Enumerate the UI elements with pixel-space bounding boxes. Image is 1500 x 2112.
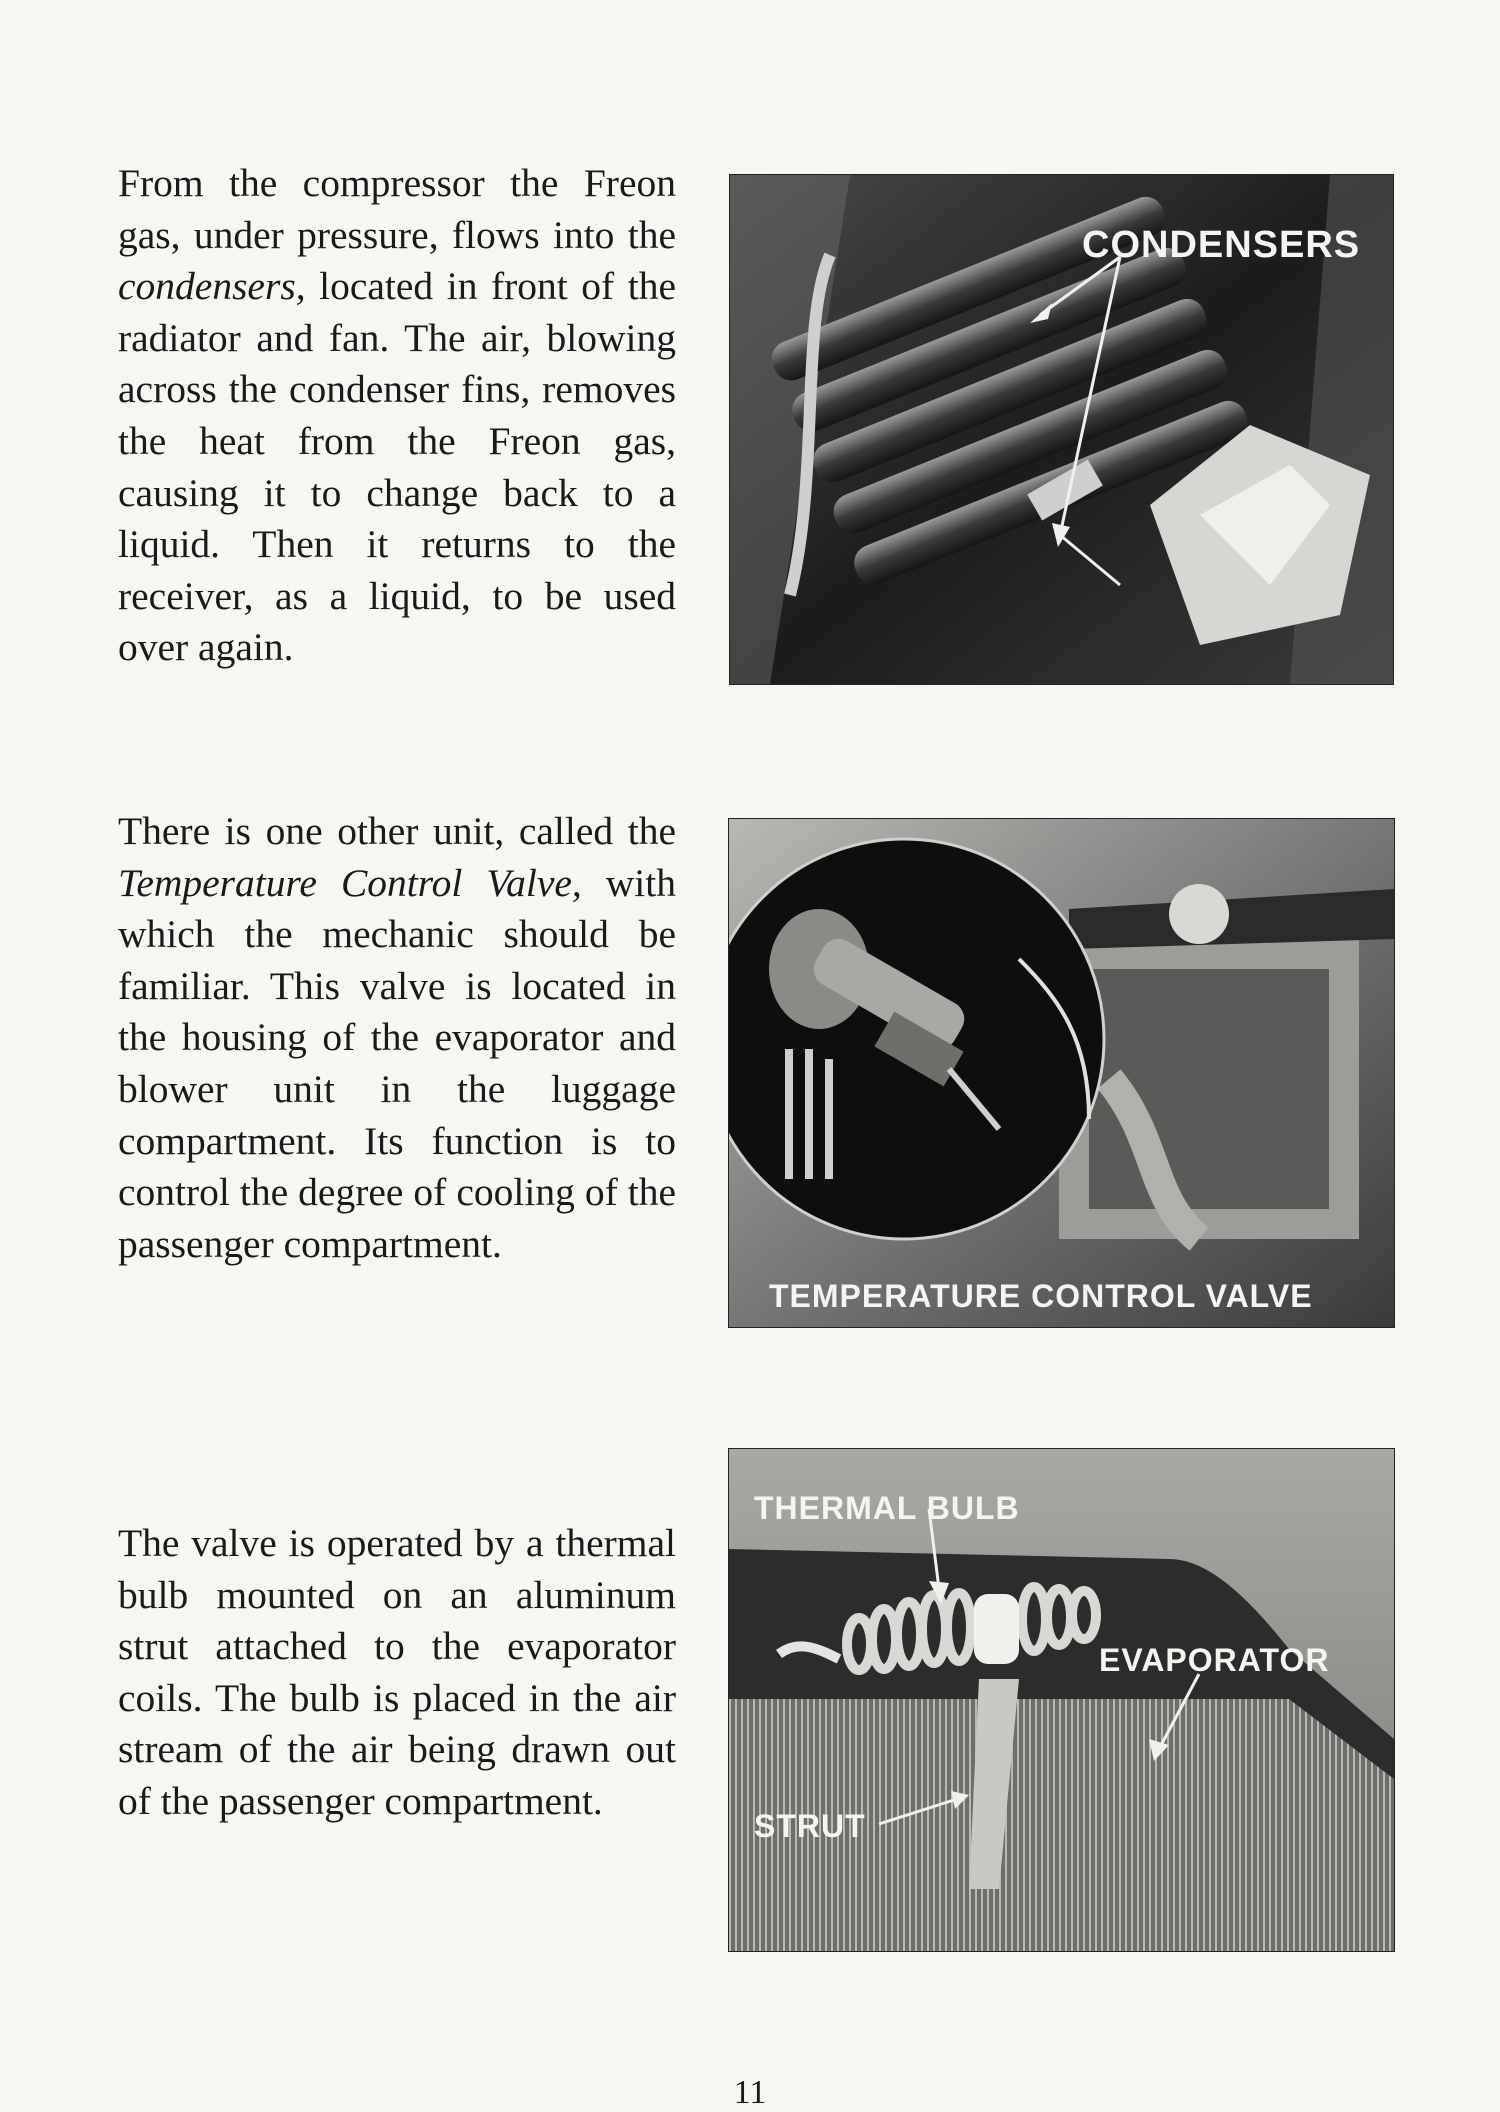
- term-condensers: condensers,: [118, 264, 306, 309]
- label-thermal-bulb: THERMAL BULB: [754, 1490, 1020, 1526]
- paragraph-condensers-text-end: located in front of the radiator and fan. The air, blowing across the condenser fins, removes the heat from the Freon gas, causing it to change back to a liquid. Then it returns to the receiver, as a liquid, to be used over again.: [118, 264, 676, 670]
- valve-photo-illustration: [729, 819, 1394, 1327]
- paragraph-condensers-text-start: From the compressor the Freon gas, under pressure, flows into the: [118, 161, 676, 257]
- page-number: 11: [733, 2074, 767, 2111]
- condensers-photo-illustration: [730, 175, 1393, 684]
- thermal-bulb-photo-illustration: [729, 1449, 1394, 1951]
- label-strut: STRUT: [754, 1808, 866, 1844]
- paragraph-valve: [118, 806, 676, 1270]
- label-evaporator: EVAPORATOR: [1099, 1642, 1330, 1678]
- photo-condensers: [729, 174, 1394, 685]
- paragraph-valve-text-end: with which the mechanic should be familiar. This valve is located in the housing of the evaporator and blower unit in the luggage compartment. Its function is to control the degree of cooling of the passenger compartment.: [118, 860, 676, 1266]
- term-temperature-control-valve: Temperature Control Valve,: [118, 860, 582, 905]
- label-temperature-control-valve: TEMPERATURE CONTROL VALVE: [769, 1278, 1313, 1314]
- photo-thermal-bulb: [728, 1448, 1395, 1952]
- paragraph-valve-text-start: There is one other unit, called the: [118, 809, 676, 853]
- paragraph-thermal-bulb: The valve is operated by a thermal bulb mounted on an aluminum strut attached to the evaporator coils. The bulb is placed in the air stream of the air being drawn out of the passenger compartment.: [118, 1521, 676, 1823]
- label-condensers: CONDENSERS: [1082, 224, 1361, 266]
- paragraph-condensers: [118, 158, 676, 674]
- photo-temperature-control-valve: [728, 818, 1395, 1328]
